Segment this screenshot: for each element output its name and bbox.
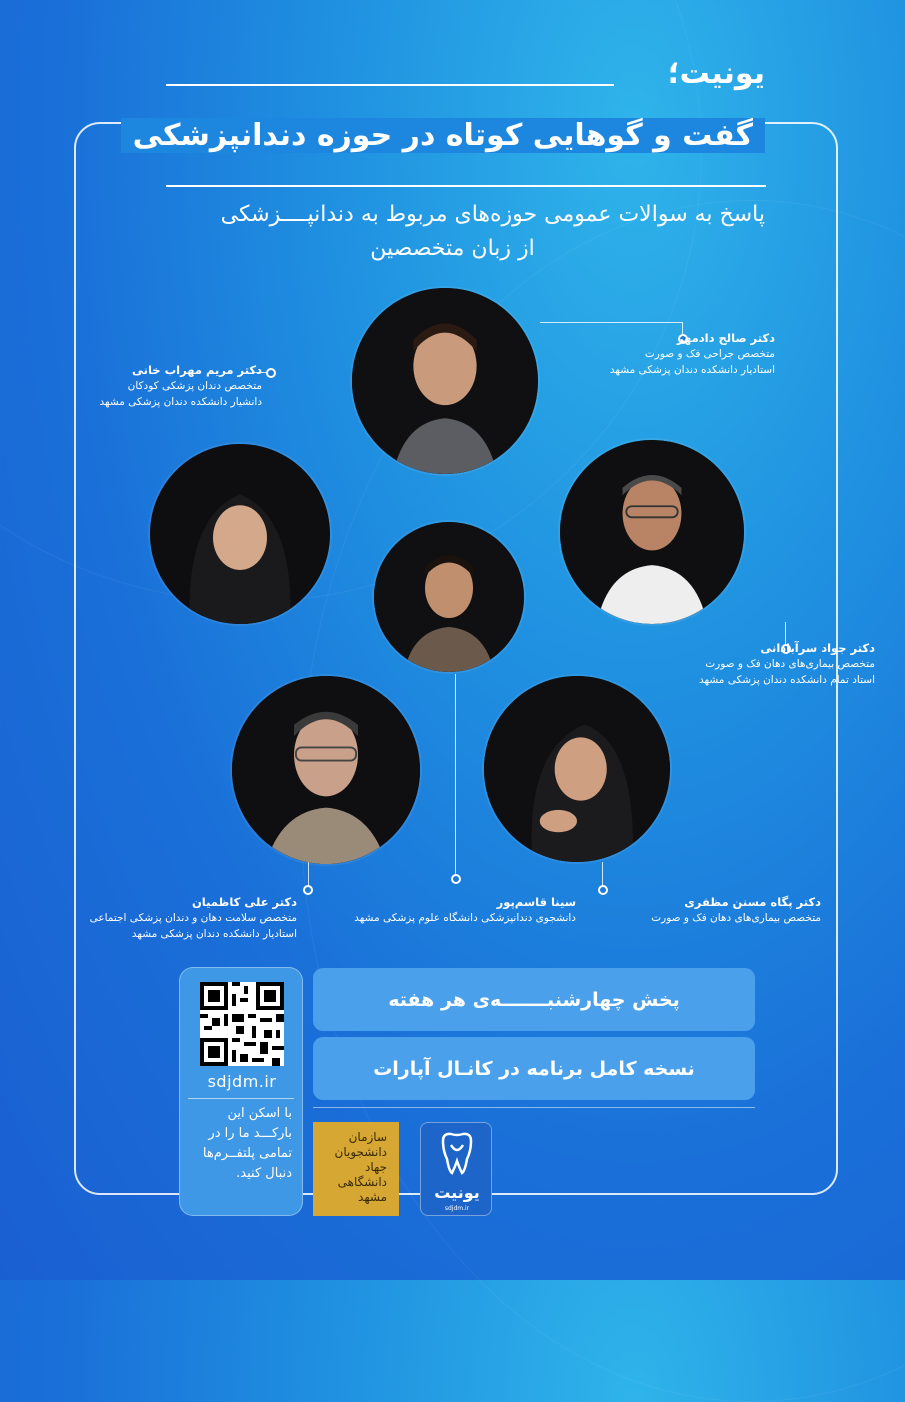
expert-name: دکتر جواد سرآبادانی <box>760 641 875 655</box>
expert-name: دکتر علی کاظمیان <box>191 895 297 909</box>
leader-dot <box>303 885 313 895</box>
expert-bio <box>90 894 297 942</box>
qr-card <box>179 967 303 1216</box>
jahad-org-logo <box>313 1122 399 1216</box>
expert-bio <box>354 894 576 926</box>
expert-specialty: دانشجوی دندانپزشکی دانشگاه علوم پزشکی مشهد <box>354 912 576 924</box>
leader-dot <box>266 368 276 378</box>
unit-logo <box>420 1122 492 1216</box>
expert-specialty: متخصص بیماری‌های دهان فک و صورت <box>651 912 821 924</box>
expert-affiliation: استادیار دانشکده دندان پزشکی مشهد <box>131 928 297 940</box>
divider <box>188 1098 294 1099</box>
leader-dot <box>451 874 461 884</box>
expert-name: دکتر مریم مهراب خانی <box>132 363 262 377</box>
site-url[interactable]: sdjdm.ir <box>207 1072 277 1091</box>
divider <box>313 1107 755 1108</box>
unit-wordmark: یونیت <box>434 1183 480 1202</box>
expert-specialty: متخصص جراحی فک و صورت <box>644 348 775 360</box>
broadcast-day-pill: پخش چهارشنبـــــــه‌ی هر هفته <box>313 968 755 1031</box>
tooth-icon <box>437 1131 477 1177</box>
expert-bio <box>99 362 262 410</box>
org-logo-text: سازمان دانشجویان جهاد دانشگاهی مشهد <box>334 1130 387 1204</box>
expert-specialty: متخصص دندان پزشکی کودکان <box>127 380 262 392</box>
leader-line <box>540 322 682 323</box>
expert-name: دکتر صالح دادمهر <box>676 331 775 345</box>
brand-title: یونیت؛ <box>667 56 765 91</box>
expert-name: سینا قاسم‌پور <box>496 895 576 909</box>
expert-bio <box>651 894 821 926</box>
expert-affiliation: دانشیار دانشکده دندان پزشکی مشهد <box>99 396 262 408</box>
leader-line <box>455 674 456 874</box>
qr-caption: با اسکن این بارکـــد ما را در تمامی پلتفــرم‌ها دنبال کنید. <box>202 1106 292 1181</box>
expert-photo-kazemian <box>232 676 420 864</box>
expert-bio <box>610 330 775 378</box>
expert-photo-dadmehr <box>352 288 538 474</box>
aparat-channel-pill: نسخه کامل برنامه در کانـال آپارات <box>313 1037 755 1100</box>
leader-dot <box>598 885 608 895</box>
qr-code[interactable] <box>200 982 284 1066</box>
subtitle-line1: پاسخ به سوالات عمومی حوزه‌های مربوط به دندانپــــزشکی <box>220 202 765 227</box>
expert-photo-mehrabkhani <box>150 444 330 624</box>
expert-photo-sarabadani <box>560 440 744 624</box>
expert-bio <box>699 640 875 688</box>
expert-specialty: متخصص بیماری‌های دهان فک و صورت <box>705 658 875 670</box>
expert-specialty: متخصص سلامت دهان و دندان پزشکی اجتماعی <box>89 912 297 924</box>
unit-logo-url: sdjdm.ir <box>444 1205 470 1212</box>
expert-affiliation: استادیار دانشکده دندان پزشکی مشهد <box>609 364 775 376</box>
expert-name: دکتر پگاه مسنن مظفری <box>684 895 821 909</box>
leader-line <box>308 862 309 886</box>
expert-photo-mozaffari <box>484 676 670 862</box>
headline-rule <box>166 185 766 187</box>
leader-line <box>602 862 603 886</box>
subtitle-line2: از زبان متخصصین <box>370 236 535 261</box>
header-rule <box>166 84 614 86</box>
expert-affiliation: استاد تمام دانشکده دندان پزشکی مشهد <box>699 674 875 686</box>
expert-photo-ghasempour <box>374 522 524 672</box>
page-headline: گفت و گوهایی کوتاه در حوزه دندانپزشکی <box>121 118 765 153</box>
